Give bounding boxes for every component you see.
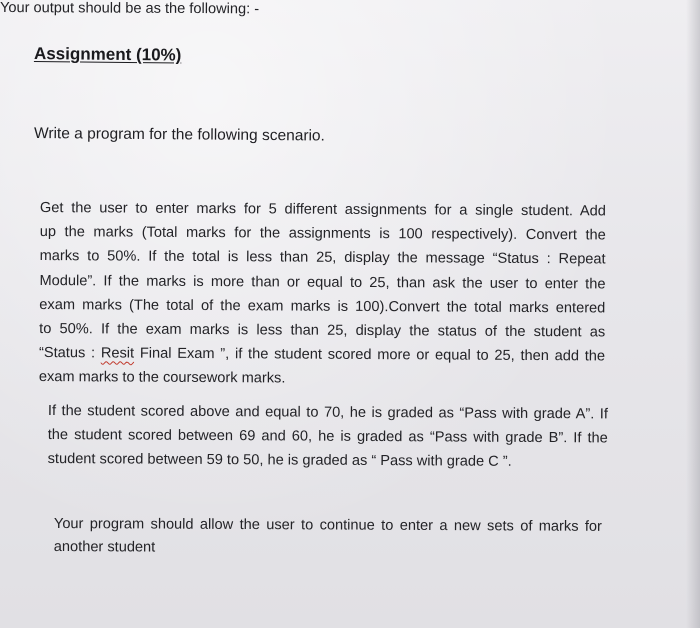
intro-text: Write a program for the following scenario. [33, 125, 325, 145]
scenario-line: Module”. If the marks is more than or equal to 25, than ask the user to enter the [39, 272, 606, 293]
grading-line: If the student scored above and equal to 70, he is graded as “Pass with grade A”. If [47, 402, 608, 423]
scenario-line: exam marks to the coursework marks. [38, 369, 286, 387]
scenario-line-part: “Status : [38, 345, 101, 362]
grading-line: student scored between 59 to 50, he is graded as “ Pass with grade C ”. [47, 451, 512, 471]
scenario-line: to 50%. If the exam marks is less than 25, display the status of the student as [39, 321, 606, 341]
scenario-line [39, 341, 605, 369]
continue-line: Your program should allow the user to continue to enter a new sets of marks for [53, 515, 602, 535]
scenario-line: marks to 50%. If the total is less than 25, display the message “Status : Repeat [39, 248, 606, 268]
scenario-line: up the marks (Total marks for the assignments is 100 respectively). Convert the [39, 224, 606, 244]
continue-paragraph [54, 513, 602, 561]
output-heading: Your output should be as the following: - [0, 0, 260, 18]
assignment-title: Assignment (10%) [33, 44, 182, 65]
scenario-line: exam marks (The total of the exam marks is 100).Convert the total marks entered [39, 296, 606, 317]
continue-line: another student [53, 538, 156, 556]
scenario-line: Get the user to enter marks for 5 different assignments for a single student. Add [39, 199, 606, 220]
spellcheck-flagged-word: Resit [100, 345, 135, 362]
scenario-paragraph [39, 196, 606, 393]
scenario-line-part: Final Exam ”, if the student scored more or equal to 25, then add the [134, 345, 606, 365]
grading-line: the student scored between 69 and 60, he is graded as “Pass with grade B”. If the [47, 427, 608, 447]
grading-paragraph [48, 399, 608, 475]
paper-edge-shadow [686, 0, 700, 628]
